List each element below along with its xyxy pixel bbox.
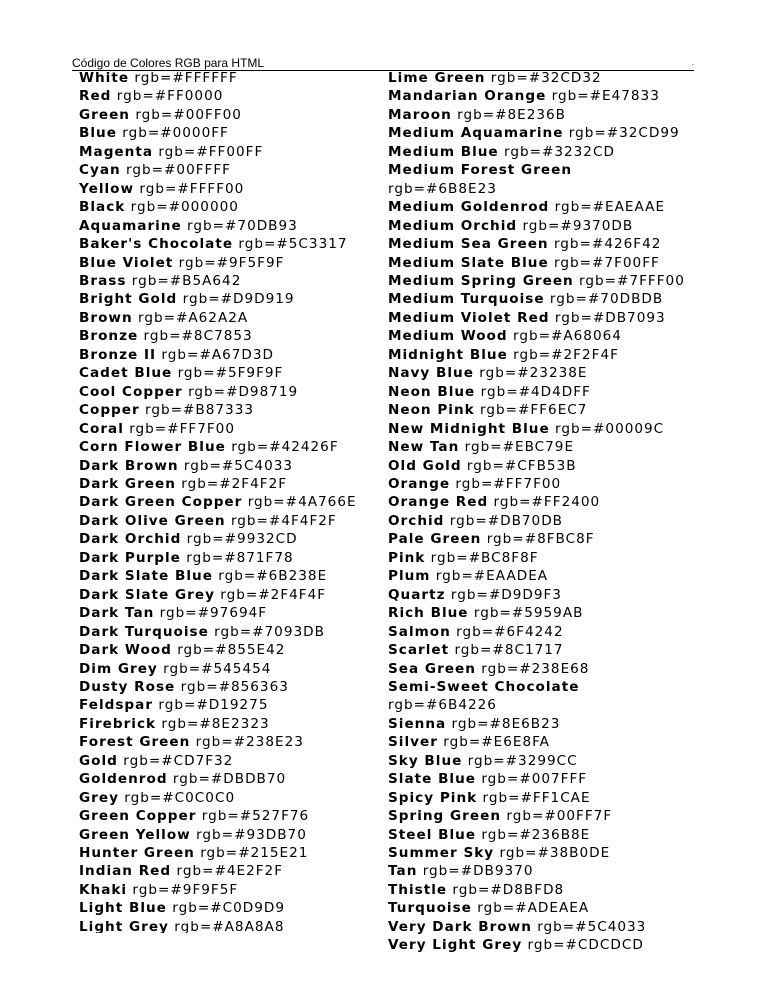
color-code: rgb=#FF7F00 <box>455 475 562 492</box>
color-code: rgb=#00FF00 <box>135 106 242 123</box>
color-entry <box>79 254 379 272</box>
color-code: rgb=#2F2F4F <box>513 346 619 363</box>
color-entry <box>388 770 763 788</box>
color-entry <box>79 899 379 917</box>
color-name: Pale Green <box>388 531 482 548</box>
color-entry <box>388 493 763 511</box>
color-name: Medium Goldenrod <box>388 199 550 216</box>
color-entry <box>388 143 763 161</box>
color-code: rgb=#7F00FF <box>554 254 660 271</box>
document-title: Código de Colores RGB para HTML <box>72 56 265 70</box>
color-entry <box>388 106 763 124</box>
color-name: Medium Forest Green <box>388 162 573 179</box>
color-name: Light Blue <box>79 900 167 917</box>
color-entry <box>388 733 763 751</box>
color-code: rgb=#FF2400 <box>493 494 601 511</box>
color-name: Dark Green <box>79 475 176 492</box>
color-code: rgb=#BC8F8F <box>430 549 539 566</box>
color-name: Red <box>79 88 112 105</box>
color-code: rgb=#D9D919 <box>182 291 295 308</box>
color-entry <box>79 696 379 714</box>
color-name: Lime Green <box>388 70 486 86</box>
color-entry <box>79 198 379 216</box>
color-entry <box>79 124 379 142</box>
color-code: rgb=#9F9F5F <box>132 881 239 898</box>
color-code: rgb=#6B4226 <box>388 697 497 714</box>
color-code: rgb=#4D4DFF <box>480 383 591 400</box>
color-name: Dark Tan <box>79 605 155 622</box>
color-name: Bronze II <box>79 346 157 363</box>
color-code: rgb=#9370DB <box>522 217 634 234</box>
color-entry <box>388 401 763 419</box>
color-code: rgb=#FF0000 <box>116 88 224 105</box>
color-entry <box>388 752 763 770</box>
color-entry <box>79 87 379 105</box>
color-code: rgb=#8FBC8F <box>486 531 595 548</box>
color-code: rgb=#FFFFFF <box>134 70 238 86</box>
color-name: Tan <box>388 863 418 880</box>
color-entry <box>79 844 379 862</box>
color-entry <box>388 660 763 678</box>
color-code: rgb=#97694F <box>159 605 268 622</box>
color-code: rgb=#5959AB <box>473 605 584 622</box>
color-list-left <box>79 69 379 933</box>
color-entry <box>388 87 763 105</box>
color-code: rgb=#EBC79E <box>464 439 575 456</box>
color-code: rgb=#DB7093 <box>554 309 666 326</box>
color-name: Indian Red <box>79 863 172 880</box>
color-name: Orchid <box>388 512 445 529</box>
color-code: rgb=#FF6EC7 <box>480 402 588 419</box>
color-entry <box>388 789 763 807</box>
color-code: rgb=#000000 <box>130 199 239 216</box>
color-name: Slate Blue <box>388 771 476 788</box>
color-entry <box>79 217 379 235</box>
color-entry <box>388 327 763 345</box>
color-code: rgb=#C0D9D9 <box>172 900 285 917</box>
color-code: rgb=#E6E8FA <box>443 734 550 751</box>
color-entry <box>388 438 763 456</box>
color-name: Pink <box>388 549 426 566</box>
color-entry <box>388 586 763 604</box>
color-code: rgb=#EAEAAE <box>554 199 666 216</box>
color-code: rgb=#426F42 <box>553 236 662 253</box>
color-name: Light Grey <box>79 918 169 933</box>
color-name: Gold <box>79 752 118 769</box>
color-name: Dim Grey <box>79 660 158 677</box>
color-entry <box>79 457 379 475</box>
color-code: rgb=#8C7853 <box>143 328 253 345</box>
color-entry <box>79 807 379 825</box>
color-name: Very Dark Brown <box>388 918 532 935</box>
color-name: Baker's Chocolate <box>79 236 234 253</box>
color-name: Summer Sky <box>388 845 495 862</box>
color-entry <box>388 475 763 493</box>
color-entry <box>79 493 379 511</box>
color-code: rgb=#6F4242 <box>456 623 564 640</box>
color-entry <box>79 733 379 751</box>
color-code: rgb=#4E2F2F <box>176 863 284 880</box>
color-entry <box>79 623 379 641</box>
color-entry <box>79 660 379 678</box>
color-entry <box>388 844 763 862</box>
color-entry <box>388 272 763 290</box>
color-code: rgb=#FFFF00 <box>139 180 245 197</box>
color-code: rgb=#23238E <box>479 365 588 382</box>
color-name: Old Gold <box>388 457 462 474</box>
color-name: Hunter Green <box>79 845 195 862</box>
color-code: rgb=#4A766E <box>247 494 357 511</box>
color-entry <box>388 161 763 198</box>
color-entry <box>79 770 379 788</box>
color-entry <box>388 290 763 308</box>
color-entry <box>388 457 763 475</box>
color-code: rgb=#ADEAEA <box>477 900 590 917</box>
color-code: rgb=#C0C0C0 <box>124 789 236 806</box>
color-name: Turquoise <box>388 900 472 917</box>
color-entry <box>79 272 379 290</box>
color-name: Brass <box>79 272 127 289</box>
color-code: rgb=#D8BFD8 <box>452 881 565 898</box>
color-name: Aquamarine <box>79 217 182 234</box>
color-name: Very Light Grey <box>388 937 523 954</box>
color-code: rgb=#3299CC <box>467 752 578 769</box>
color-name: Medium Sea Green <box>388 236 549 253</box>
color-name: Orange Red <box>388 494 489 511</box>
color-name: Mandarian Orange <box>388 88 547 105</box>
color-entry <box>388 198 763 216</box>
color-code: rgb=#32CD32 <box>490 70 602 86</box>
color-code: rgb=#70DB93 <box>187 217 298 234</box>
color-code: rgb=#007FFF <box>481 771 588 788</box>
header-mark: . <box>691 58 694 67</box>
color-code: rgb=#5C4033 <box>537 918 647 935</box>
color-entry <box>79 401 379 419</box>
color-code: rgb=#32CD99 <box>568 125 680 142</box>
color-code: rgb=#D98719 <box>188 383 299 400</box>
color-code: rgb=#8E236B <box>457 106 566 123</box>
color-entry <box>388 678 763 715</box>
color-entry <box>79 512 379 530</box>
color-entry <box>388 346 763 364</box>
color-name: Dark Turquoise <box>79 623 209 640</box>
color-code: rgb=#38B0DE <box>499 845 611 862</box>
color-entry <box>388 807 763 825</box>
color-code: rgb=#238E68 <box>481 660 590 677</box>
color-code: rgb=#2F4F2F <box>181 475 288 492</box>
color-code: rgb=#5C3317 <box>238 236 348 253</box>
color-code: rgb=#DBDB70 <box>172 771 287 788</box>
color-name: Orange <box>388 475 451 492</box>
color-name: Corn Flower Blue <box>79 439 226 456</box>
color-name: Rich Blue <box>388 605 469 622</box>
color-code: rgb=#70DBDB <box>549 291 664 308</box>
color-name: New Tan <box>388 439 460 456</box>
color-name: Sea Green <box>388 660 476 677</box>
color-name: Blue <box>79 125 117 142</box>
color-code: rgb=#B5A642 <box>131 272 242 289</box>
color-name: Cadet Blue <box>79 365 173 382</box>
color-entry <box>79 346 379 364</box>
color-name: Medium Blue <box>388 143 499 160</box>
color-code: rgb=#FF00FF <box>158 143 264 160</box>
color-name: Khaki <box>79 881 128 898</box>
color-name: Black <box>79 199 126 216</box>
color-name: Thistle <box>388 881 448 898</box>
color-code: rgb=#5C4033 <box>183 457 294 474</box>
color-name: Forest Green <box>79 734 191 751</box>
color-code: rgb=#DB70DB <box>449 512 563 529</box>
color-code: rgb=#00FF7F <box>506 808 613 825</box>
color-entry <box>388 862 763 880</box>
color-entry <box>79 567 379 585</box>
color-code: rgb=#00FFFF <box>126 162 231 179</box>
color-name: Dark Slate Blue <box>79 568 213 585</box>
color-list-right <box>388 69 763 955</box>
color-name: Steel Blue <box>388 826 477 843</box>
color-name: Medium Aquamarine <box>388 125 564 142</box>
color-entry <box>388 715 763 733</box>
color-code: rgb=#2F4F4F <box>220 586 327 603</box>
color-entry <box>79 235 379 253</box>
color-code: rgb=#238E23 <box>195 734 304 751</box>
color-name: Spring Green <box>388 808 502 825</box>
color-entry <box>79 862 379 880</box>
color-entry <box>388 826 763 844</box>
color-code: rgb=#CDCDCD <box>527 937 644 954</box>
color-entry <box>388 623 763 641</box>
color-name: Bright Gold <box>79 291 178 308</box>
color-entry <box>79 604 379 622</box>
color-entry <box>79 918 379 933</box>
color-name: Medium Turquoise <box>388 291 545 308</box>
color-name: Scarlet <box>388 642 450 659</box>
color-code: rgb=#215E21 <box>200 845 309 862</box>
color-entry <box>388 383 763 401</box>
color-code: rgb=#FF7F00 <box>129 420 235 437</box>
color-name: Medium Violet Red <box>388 309 550 326</box>
color-code: rgb=#8E2323 <box>161 715 270 732</box>
color-entry <box>388 254 763 272</box>
color-name: Medium Spring Green <box>388 272 574 289</box>
color-name: Copper <box>79 402 140 419</box>
color-entry <box>79 881 379 899</box>
color-name: Green Copper <box>79 808 197 825</box>
color-entry <box>388 641 763 659</box>
color-entry <box>388 69 763 87</box>
color-code: rgb=#871F78 <box>186 549 294 566</box>
color-entry <box>79 715 379 733</box>
color-entry <box>79 826 379 844</box>
color-code: rgb=#00009C <box>555 420 665 437</box>
color-name: Maroon <box>388 106 452 123</box>
color-name: Green Yellow <box>79 826 191 843</box>
color-entry <box>388 364 763 382</box>
color-code: rgb=#7FFF00 <box>579 272 685 289</box>
color-name: Medium Wood <box>388 328 508 345</box>
color-name: Coral <box>79 420 124 437</box>
color-name: Semi-Sweet Chocolate <box>388 678 580 695</box>
color-code: rgb=#A67D3D <box>161 346 274 363</box>
color-name: Spicy Pink <box>388 789 478 806</box>
color-name: Dark Orchid <box>79 531 182 548</box>
color-code: rgb=#5F9F9F <box>177 365 284 382</box>
color-name: Dusty Rose <box>79 678 176 695</box>
color-entry <box>79 530 379 548</box>
color-entry <box>79 641 379 659</box>
color-name: Salmon <box>388 623 451 640</box>
color-code: rgb=#DB9370 <box>422 863 534 880</box>
color-code: rgb=#8E6B23 <box>451 715 561 732</box>
color-name: Plum <box>388 568 431 585</box>
color-code: rgb=#A62A2A <box>137 309 249 326</box>
color-code: rgb=#545454 <box>163 660 272 677</box>
color-name: Medium Slate Blue <box>388 254 549 271</box>
color-name: Silver <box>388 734 438 751</box>
color-entry <box>79 180 379 198</box>
color-code: rgb=#FF1CAE <box>482 789 591 806</box>
color-entry <box>79 106 379 124</box>
color-code: rgb=#4F4F2F <box>230 512 337 529</box>
color-entry <box>388 604 763 622</box>
color-name: Cyan <box>79 162 121 179</box>
color-name: Goldenrod <box>79 771 168 788</box>
color-name: Yellow <box>79 180 135 197</box>
color-entry <box>79 438 379 456</box>
color-entry <box>388 918 763 936</box>
color-entry <box>388 235 763 253</box>
color-entry <box>388 420 763 438</box>
color-entry <box>79 586 379 604</box>
color-entry <box>79 383 379 401</box>
color-entry <box>388 217 763 235</box>
color-name: Dark Brown <box>79 457 179 474</box>
color-name: Bronze <box>79 328 139 345</box>
color-name: Blue Violet <box>79 254 174 271</box>
color-name: White <box>79 70 130 86</box>
color-name: Dark Wood <box>79 642 172 659</box>
color-code: rgb=#6B8E23 <box>388 180 497 197</box>
color-entry <box>79 752 379 770</box>
color-entry <box>388 567 763 585</box>
color-name: Grey <box>79 789 119 806</box>
color-name: Magenta <box>79 143 153 160</box>
color-code: rgb=#CD7F32 <box>123 752 234 769</box>
color-name: Green <box>79 106 130 123</box>
color-code: rgb=#93DB70 <box>196 826 307 843</box>
color-name: Dark Olive Green <box>79 512 226 529</box>
color-entry <box>388 530 763 548</box>
color-code: rgb=#9932CD <box>186 531 298 548</box>
color-code: rgb=#A68064 <box>512 328 622 345</box>
color-name: Feldspar <box>79 697 154 714</box>
color-entry <box>79 290 379 308</box>
color-code: rgb=#E47833 <box>551 88 660 105</box>
color-name: Midnight Blue <box>388 346 508 363</box>
color-name: Neon Pink <box>388 402 475 419</box>
color-code: rgb=#CFB53B <box>466 457 577 474</box>
color-entry <box>79 143 379 161</box>
color-entry <box>388 512 763 530</box>
color-entry <box>79 69 379 87</box>
color-entry <box>79 327 379 345</box>
color-code: rgb=#9F5F9F <box>178 254 285 271</box>
color-code: rgb=#7093DB <box>214 623 325 640</box>
color-name: Firebrick <box>79 715 157 732</box>
color-entry <box>388 881 763 899</box>
color-name: Dark Green Copper <box>79 494 243 511</box>
color-name: New Midnight Blue <box>388 420 550 437</box>
color-entry <box>388 309 763 327</box>
color-code: rgb=#8C1717 <box>454 642 564 659</box>
color-entry <box>79 475 379 493</box>
color-entry <box>388 124 763 142</box>
color-code: rgb=#3232CD <box>503 143 615 160</box>
color-code: rgb=#236B8E <box>481 826 591 843</box>
color-code: rgb=#B87333 <box>145 402 254 419</box>
color-name: Cool Copper <box>79 383 183 400</box>
color-code: rgb=#A8A8A8 <box>174 918 285 933</box>
color-code: rgb=#0000FF <box>122 125 229 142</box>
color-code: rgb=#EAADEA <box>435 568 549 585</box>
color-entry <box>388 549 763 567</box>
color-name: Medium Orchid <box>388 217 518 234</box>
color-name: Quartz <box>388 586 446 603</box>
color-name: Sienna <box>388 715 447 732</box>
color-entry <box>79 678 379 696</box>
color-entry <box>388 899 763 917</box>
color-code: rgb=#856363 <box>180 678 289 695</box>
color-name: Sky Blue <box>388 752 463 769</box>
color-code: rgb=#6B238E <box>218 568 328 585</box>
color-code: rgb=#527F76 <box>201 808 310 825</box>
color-name: Navy Blue <box>388 365 474 382</box>
color-entry <box>79 789 379 807</box>
color-code: rgb=#D19275 <box>158 697 269 714</box>
color-entry <box>79 309 379 327</box>
color-name: Neon Blue <box>388 383 476 400</box>
color-code: rgb=#D9D9F3 <box>450 586 562 603</box>
color-entry <box>79 161 379 179</box>
color-entry <box>79 549 379 567</box>
color-code: rgb=#855E42 <box>177 642 286 659</box>
color-entry <box>79 364 379 382</box>
color-entry <box>388 936 763 954</box>
color-entry <box>79 420 379 438</box>
color-code: rgb=#42426F <box>231 439 339 456</box>
color-name: Dark Slate Grey <box>79 586 215 603</box>
color-name: Brown <box>79 309 133 326</box>
color-name: Dark Purple <box>79 549 181 566</box>
